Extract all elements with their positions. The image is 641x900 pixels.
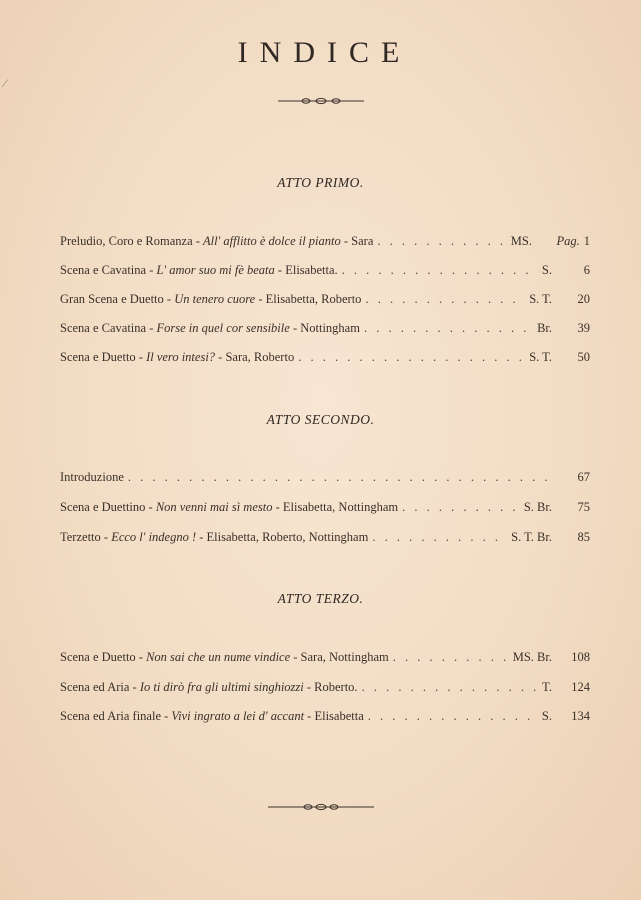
entry-voices: T.: [542, 680, 552, 694]
entry-type: Scena e Duetto -: [60, 350, 143, 364]
entry-roles: - Elisabetta.: [277, 263, 338, 277]
page-label: Pag.: [556, 234, 580, 248]
entry-roles: - Nottingham: [292, 321, 360, 335]
index-row: [60, 470, 590, 490]
entry-type: Terzetto -: [60, 530, 109, 544]
entry-incipit: L' amor suo mi fè beata: [156, 263, 275, 277]
entry-roles: - Elisabetta: [307, 709, 364, 723]
entry-page: 85: [577, 530, 590, 544]
entry-type: Introduzione: [60, 470, 124, 484]
entry-incipit: Ecco l' indegno !: [111, 530, 197, 544]
entry-type: Scena e Cavatina -: [60, 263, 154, 277]
leader-dots: [393, 650, 509, 665]
entry-page: 39: [577, 321, 590, 335]
entry-voices: Br.: [537, 321, 552, 335]
entry-page: 75: [577, 500, 590, 514]
entry-voices: S. T. Br.: [511, 530, 552, 544]
entry-page: 6: [583, 263, 590, 277]
leader-dots: [365, 292, 525, 307]
entry-voices: S.: [541, 263, 552, 277]
entry-roles: - Sara, Roberto: [218, 350, 295, 364]
entry-type: Scena e Cavatina -: [60, 321, 154, 335]
index-row: [60, 292, 590, 312]
entry-page: 124: [571, 680, 590, 694]
leader-dots: [128, 470, 552, 485]
entry-page: 108: [571, 650, 590, 664]
entry-incipit: Un tenero cuore: [174, 292, 256, 306]
entry-type: Scena e Duetto -: [60, 650, 143, 664]
section-heading-atto-primo: ATTO PRIMO.: [277, 175, 364, 190]
entry-page: 20: [577, 292, 590, 306]
index-row: [60, 263, 590, 283]
top-ornament: [0, 94, 641, 112]
leader-dots: [368, 709, 538, 724]
entry-voices: S.: [541, 709, 552, 723]
entry-voices: MS. Br.: [512, 650, 552, 664]
entry-roles: - Roberto.: [306, 680, 358, 694]
entry-incipit: Non sai che un nume vindice: [146, 650, 291, 664]
entry-voices: S. T.: [529, 350, 552, 364]
entry-roles: - Sara: [343, 234, 374, 248]
index-row: [60, 350, 590, 370]
entry-type: Gran Scena e Duetto -: [60, 292, 172, 306]
entry-page: 67: [577, 470, 590, 484]
entry-type: Preludio, Coro e Romanza -: [60, 234, 200, 248]
flourish-divider-icon: [266, 801, 376, 813]
entry-incipit: Forse in quel cor sensibile: [156, 321, 290, 335]
index-row: [60, 650, 590, 670]
leader-dots: [298, 350, 525, 365]
entry-roles: - Elisabetta, Roberto: [258, 292, 362, 306]
entry-incipit: Il vero intesi?: [146, 350, 216, 364]
entry-roles: - Sara, Nottingham: [293, 650, 389, 664]
leader-dots: [364, 321, 533, 336]
entry-page: 1: [583, 234, 590, 248]
entry-roles: - Elisabetta, Roberto, Nottingham: [199, 530, 369, 544]
flourish-divider-icon: [276, 95, 366, 107]
index-row: [60, 709, 590, 729]
index-row: [60, 530, 590, 550]
index-row: [60, 680, 590, 700]
margin-mark: ⁄: [4, 76, 7, 90]
leader-dots: [372, 530, 507, 545]
leader-dots: [362, 680, 539, 695]
entry-type: Scena ed Aria -: [60, 680, 137, 694]
entry-page: 50: [577, 350, 590, 364]
entry-incipit: Non venni mai sì mesto: [155, 500, 273, 514]
leader-dots: [377, 234, 506, 249]
entry-incipit: Io ti dirò fra gli ultimi singhiozzi: [139, 680, 304, 694]
entry-type: Scena e Duettino -: [60, 500, 153, 514]
entry-type: Scena ed Aria finale -: [60, 709, 169, 723]
entry-page: 134: [571, 709, 590, 723]
index-row: [60, 500, 590, 520]
section-heading-atto-secondo: ATTO SECONDO.: [266, 412, 375, 427]
entry-incipit: All' afflitto è dolce il pianto: [203, 234, 341, 248]
entry-roles: - Elisabetta, Nottingham: [275, 500, 399, 514]
entry-incipit: Vivi ingrato a lei d' accant: [171, 709, 305, 723]
index-row: [60, 234, 590, 254]
section-heading-atto-terzo: ATTO TERZO.: [277, 591, 364, 606]
entry-voices: S. T.: [529, 292, 552, 306]
entry-voices: MS.: [510, 234, 532, 248]
index-row: [60, 321, 590, 341]
leader-dots: [402, 500, 520, 515]
page-title: INDICE: [237, 36, 412, 69]
bottom-ornament: [0, 800, 641, 818]
leader-dots: [342, 263, 538, 278]
entry-voices: S. Br.: [523, 500, 552, 514]
